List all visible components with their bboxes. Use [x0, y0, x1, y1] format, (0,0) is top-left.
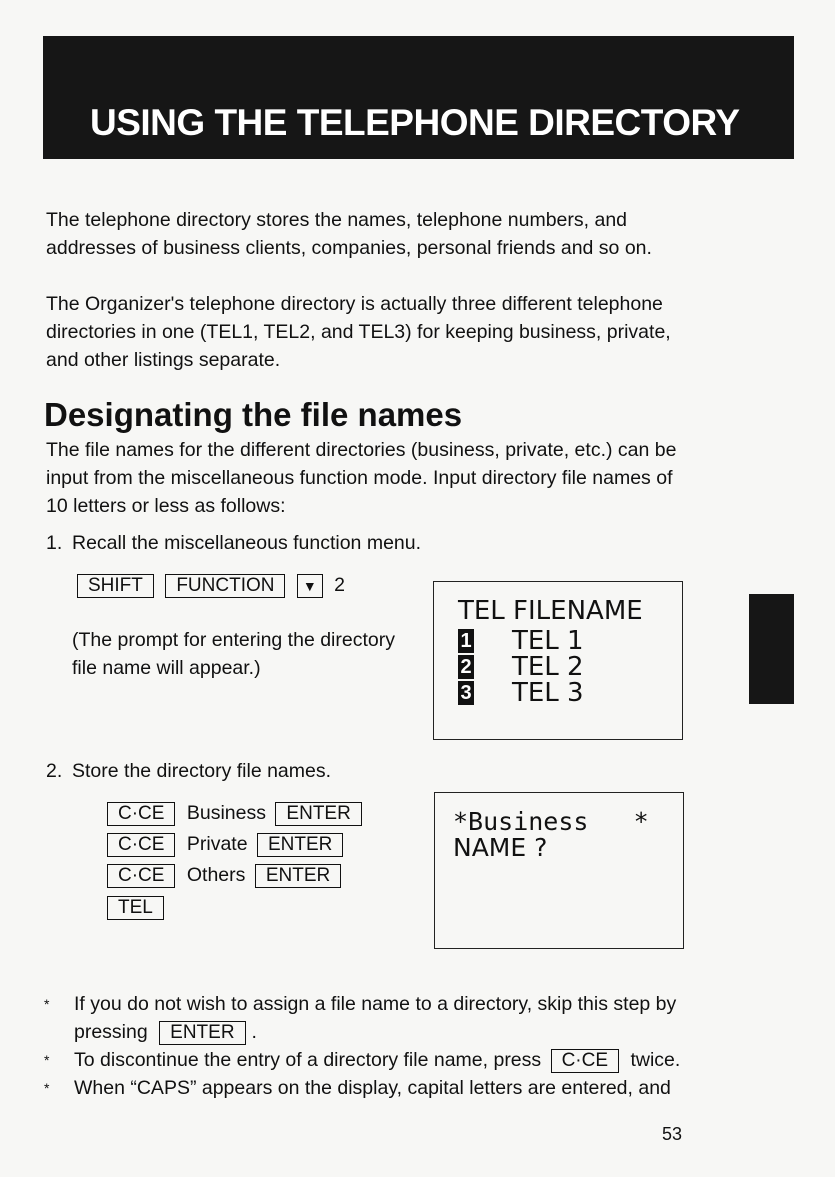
function-key: FUNCTION	[165, 574, 285, 598]
asterisk: *	[44, 996, 50, 1012]
note-text: .	[251, 1021, 257, 1043]
key-sequence-others	[107, 864, 347, 888]
lcd-display-name-entry	[434, 792, 684, 949]
intro-paragraph-2: The Organizer's telephone directory is actually three different telephone directories in one (TEL1, TEL2, and TEL3) for keeping business, private, and other listings separate.	[46, 293, 671, 371]
title-banner	[43, 36, 794, 159]
step-1	[46, 532, 421, 555]
lcd-display-filename	[433, 581, 683, 740]
lcd-title: TEL FILENAME	[458, 596, 643, 626]
step-2	[46, 760, 331, 783]
cce-key: C·CE	[107, 802, 175, 826]
step-text: Store the directory file names.	[72, 760, 332, 782]
shift-key: SHIFT	[77, 574, 154, 598]
section-thumb-tab	[749, 594, 794, 704]
lcd-row-label: TEL 3	[512, 678, 584, 708]
key-sequence-business	[107, 802, 368, 826]
lcd-row-number: 2	[458, 655, 474, 679]
step-number: 2.	[46, 760, 63, 782]
step-number: 1.	[46, 532, 63, 554]
enter-key: ENTER	[257, 833, 343, 857]
lcd-row-label: TEL 2	[512, 652, 584, 682]
entry-word: Private	[186, 833, 248, 855]
lcd-row-number: 1	[458, 629, 474, 653]
note-item	[44, 1046, 744, 1074]
entry-word: Others	[186, 864, 246, 886]
step-text: Recall the miscellaneous function menu.	[72, 532, 422, 554]
enter-key: ENTER	[255, 864, 341, 888]
page-number: 53	[662, 1124, 683, 1144]
lcd-row-label: TEL 1	[512, 626, 584, 656]
cce-key: C·CE	[107, 864, 175, 888]
asterisk: *	[44, 1080, 50, 1096]
note-text: twice.	[630, 1049, 681, 1071]
lcd-row-number: 3	[458, 681, 474, 705]
lcd-row-3	[458, 678, 584, 708]
entry-word: Business	[186, 802, 266, 824]
key-suffix: 2	[334, 574, 346, 596]
tel-key: TEL	[107, 896, 164, 920]
notes-list	[44, 990, 744, 1102]
down-arrow-key-icon: ▼	[297, 574, 323, 598]
key-sequence-private	[107, 833, 349, 857]
step-1-note: (The prompt for entering the directory file name will appear.)	[72, 629, 395, 679]
cce-key: C·CE	[107, 833, 175, 857]
note-text: When “CAPS” appears on the display, capital letters are entered, and	[74, 1077, 671, 1099]
note-text: To discontinue the entry of a directory file name, press	[74, 1049, 542, 1071]
page-title: USING THE TELEPHONE DIRECTORY	[90, 102, 740, 143]
asterisk: *	[44, 1052, 50, 1068]
section-body: The file names for the different directories (business, private, etc.) can be input from the miscellaneous function mode. Input directory file names of 10 letters or less as follows:	[46, 439, 677, 517]
intro-paragraph-1: The telephone directory stores the names, telephone numbers, and addresses of business clients, companies, personal friends and so on.	[46, 209, 652, 259]
cce-key: C·CE	[551, 1049, 619, 1073]
note-item	[44, 990, 744, 1046]
section-heading: Designating the file names	[44, 396, 463, 433]
note-item	[44, 1074, 744, 1102]
key-sequence-tel	[107, 896, 170, 920]
note-text: If you do not wish to assign a file name to a directory, skip this step by pressing	[74, 993, 677, 1043]
enter-key: ENTER	[275, 802, 361, 826]
lcd-line-1: *Business *	[453, 807, 649, 836]
lcd-line-2: NAME ?	[453, 833, 548, 862]
enter-key: ENTER	[159, 1021, 245, 1045]
key-sequence-1	[77, 574, 345, 598]
